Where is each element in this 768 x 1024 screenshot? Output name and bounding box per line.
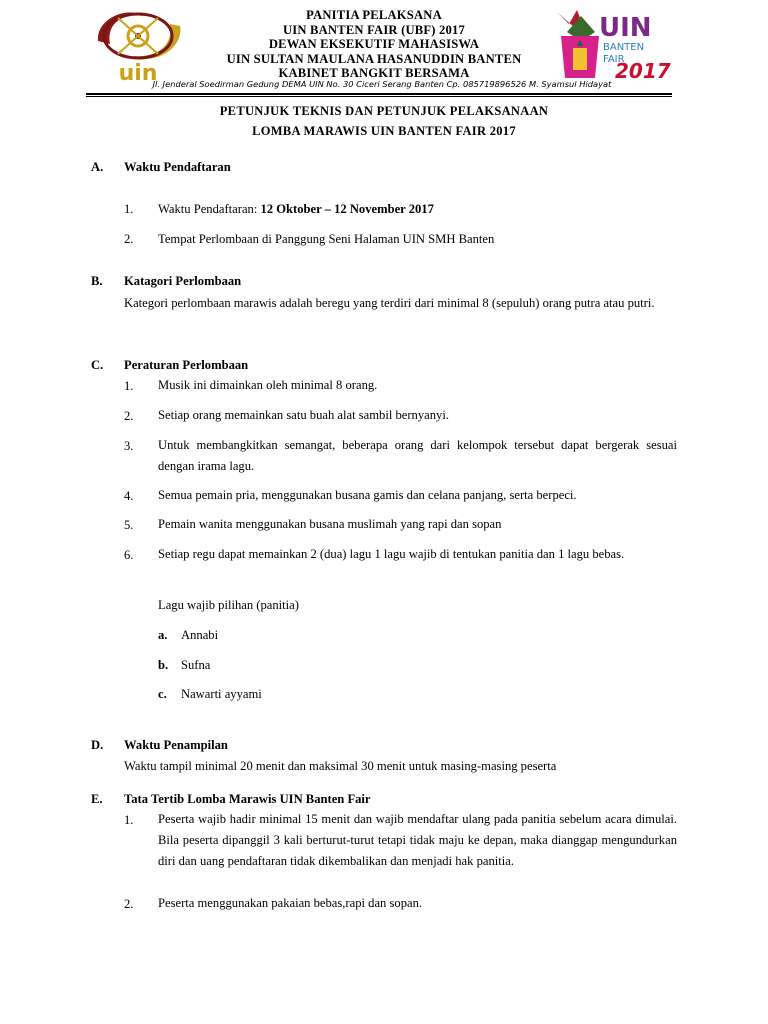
registration-period-dates: 12 Oktober – 12 November 2017	[260, 202, 434, 216]
letterhead-line: DEWAN EKSEKUTIF MAHASISWA	[268, 37, 480, 52]
svg-text:uin: uin	[118, 61, 158, 86]
competition-venue: Tempat Perlombaan di Panggung Seni Halaman UIN SMH Banten	[158, 232, 495, 246]
uin-emblem-icon	[88, 6, 188, 86]
letterhead-address: Jl. Jenderal Soedirman Gedung DEMA UIN No. 30 Ciceri Serang Banten Cp. 085719896526 M. Syamsul Hidayat	[152, 79, 612, 89]
document-title-line2: LOMBA MARAWIS UIN BANTEN FAIR 2017	[252, 124, 516, 138]
conduct-rule-number: 2.	[124, 897, 134, 911]
svg-text:UIN: UIN	[599, 13, 652, 43]
rule-number: 3.	[124, 439, 134, 453]
rule-number: 2.	[124, 409, 134, 423]
letterhead-rule	[86, 93, 672, 95]
conduct-rule-item: Peserta menggunakan pakaian bebas,rapi dan sopan.	[158, 896, 423, 910]
section-d-letter: D.	[91, 738, 104, 752]
section-b-heading: Katagori Perlombaan	[124, 274, 242, 288]
song-name: Sufna	[181, 658, 211, 672]
rule-item: Setiap orang memainkan satu buah alat sambil bernyanyi.	[158, 408, 449, 422]
letterhead-line: UIN BANTEN FAIR (UBF) 2017	[283, 22, 465, 37]
svg-text:FAIR: FAIR	[603, 54, 625, 65]
section-a-heading: Waktu Pendaftaran	[124, 160, 231, 174]
rule-number: 1.	[124, 379, 134, 393]
section-e-letter: E.	[91, 792, 103, 806]
rule-item: Setiap regu dapat memainkan 2 (dua) lagu 1 lagu wajib di tentukan panitia dan 1 lagu bebas.	[158, 547, 625, 561]
rule-item: Semua pemain pria, menggunakan busana gamis dan celana panjang, serta berpeci.	[158, 488, 577, 502]
section-b-letter: B.	[91, 274, 103, 288]
section-d-heading: Waktu Penampilan	[124, 738, 228, 752]
section-a-item-number: 2.	[124, 232, 134, 246]
song-letter: a.	[158, 628, 168, 642]
registration-period-label: Waktu Pendaftaran:	[158, 202, 261, 216]
svg-text:BANTEN: BANTEN	[603, 42, 645, 53]
banten-fair-emblem-icon	[553, 6, 671, 86]
letterhead-title	[190, 8, 558, 81]
song-letter: c.	[158, 687, 167, 701]
rule-number: 4.	[124, 489, 134, 503]
section-c-letter: C.	[91, 358, 104, 372]
document-title-line1: PETUNJUK TEKNIS DAN PETUNJUK PELAKSANAAN	[219, 104, 549, 118]
section-d-paragraph: Waktu tampil minimal 20 menit dan maksimal 30 menit untuk masing-masing peserta	[124, 759, 557, 773]
rule-number: 5.	[124, 518, 134, 532]
uin-banten-fair-logo	[553, 6, 671, 86]
section-c-heading: Peraturan Perlombaan	[124, 358, 249, 372]
letterhead-rule-thin	[86, 96, 672, 97]
song-name: Annabi	[181, 628, 219, 642]
section-a-letter: A.	[91, 160, 104, 174]
song-letter: b.	[158, 658, 169, 672]
rule-number: 6.	[124, 548, 134, 562]
conduct-rule-item: Peserta wajib hadir minimal 15 menit dan wajib mendaftar ulang pada panitia sebelum acara dimulai. Bila peserta dipanggil 3 kali berturut-turut tetapi tidak maju ke depan, maka dianggap mengundurkan diri dan uang pendaftaran tidak dikembalikan dan menjadi hak panitia.	[158, 812, 677, 868]
section-b-paragraph: Kategori perlombaan marawis adalah beregu yang terdiri dari minimal 8 (sepuluh) orang putra atau putri.	[124, 296, 655, 310]
svg-text:2017: 2017	[615, 59, 671, 83]
uin-logo-left	[88, 6, 188, 86]
section-e-heading: Tata Tertib Lomba Marawis UIN Banten Fair	[124, 792, 371, 806]
letterhead-line: KABINET BANGKIT BERSAMA	[278, 66, 470, 81]
rule-item: Pemain wanita menggunakan busana muslimah yang rapi dan sopan	[158, 517, 502, 531]
section-a-item-number: 1.	[124, 202, 134, 216]
songs-label: Lagu wajib pilihan (panitia)	[158, 598, 299, 612]
conduct-rule-number: 1.	[124, 813, 134, 827]
letterhead-line: PANITIA PELAKSANA	[306, 8, 442, 22]
song-name: Nawarti ayyami	[181, 687, 262, 701]
letterhead-line: UIN SULTAN MAULANA HASANUDDIN BANTEN	[226, 51, 522, 66]
rule-item: Untuk membangkitkan semangat, beberapa orang dari kelompok tersebut dapat bergerak sesuai dengan irama lagu.	[158, 438, 677, 473]
rule-item: Musik ini dimainkan oleh minimal 8 orang.	[158, 378, 378, 392]
registration-period	[158, 202, 434, 217]
